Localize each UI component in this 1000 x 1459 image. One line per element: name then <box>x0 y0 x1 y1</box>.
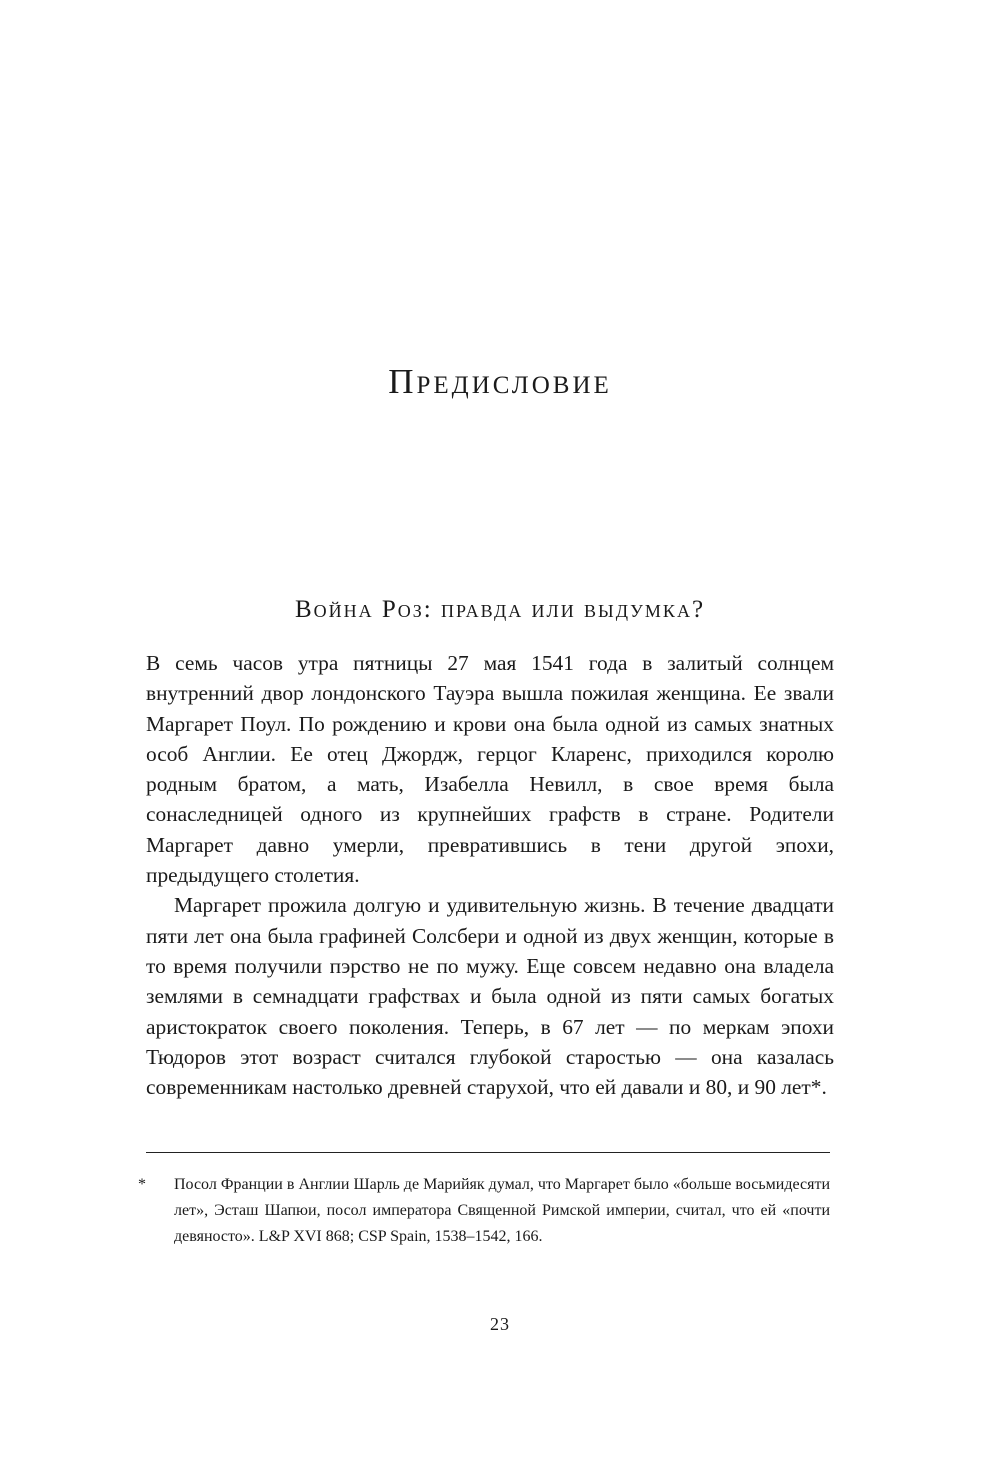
paragraph-1: В семь часов утра пятницы 27 мая 1541 года в залитый солнцем внутренний двор лондонского Тауэра вышла пожилая женщина. Ее звали Маргарет Поул. По рождению и крови она была одной из самых знатных особ Англии. Ее отец Джордж, герцог Кларенс, приходился королю родным братом, а мать, Изабелла Невилл, в свое время была сонаследницей одного из крупнейших графств в стране. Родители Маргарет давно умерли, превратившись в тени другой эпохи, предыдущего столетия. <box>146 651 834 888</box>
section-title: Война Роз: правда или выдумка? <box>294 596 706 623</box>
footnote <box>138 1172 830 1250</box>
body-text <box>146 648 834 1102</box>
footnote-divider <box>146 1152 830 1153</box>
footnote-text: Посол Франции в Англии Шарль де Марийяк думал, что Маргарет было «больше восьмидесяти лет», Эсташ Шапюи, посол императора Священной Римской империи, считал, что ей «почти девяносто». L&P XVI 868; CSP Spain, 1538–1542, 166. <box>174 1176 830 1245</box>
chapter-title: Предисловие <box>388 362 612 401</box>
page-number: 23 <box>490 1314 510 1334</box>
footnote-mark: * <box>138 1176 146 1193</box>
paragraph-2: Маргарет прожила долгую и удивительную жизнь. В течение двадцати пяти лет она была графиней Солсбери и одной из двух женщин, которые в то время получили пэрство не по мужу. Еще совсем недавно она владела землями в семнадцати графствах и была одной из пяти самых богатых аристократок своего поколения. Теперь, в 67 лет — по меркам эпохи Тюдоров этот возраст считался глубокой старостью — она казалась современникам настолько древней старухой, что ей давали и 80, и 90 лет*. <box>146 893 834 1100</box>
